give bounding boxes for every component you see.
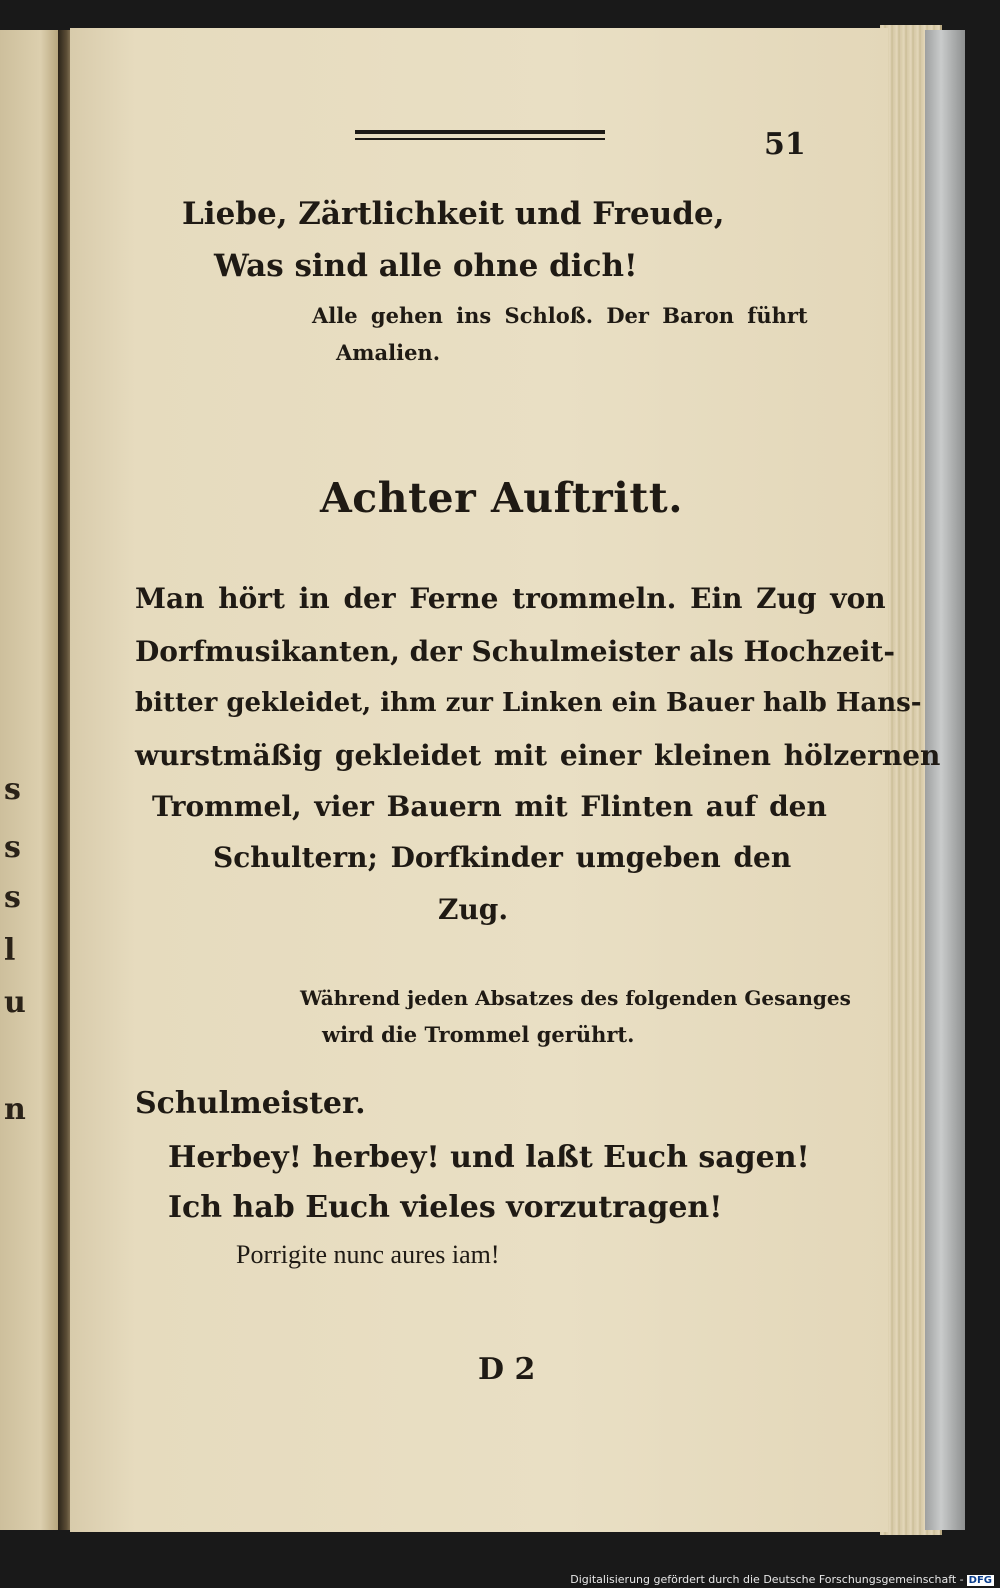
stage-direction-line: Während jeden Absatzes des folgenden Gesanges <box>300 986 851 1010</box>
stage-direction-line: wird die Trommel gerührt. <box>322 1022 635 1047</box>
left-page-letter: s <box>4 772 21 807</box>
verse-line: Was sind alle ohne dich! <box>214 248 638 284</box>
scene-description-line: Schultern; Dorfkinder umgeben den <box>213 841 792 874</box>
verse-line: Liebe, Zärtlichkeit und Freude, <box>182 196 725 232</box>
scene-description-line: wurstmäßig gekleidet mit einer kleinen hölzernen <box>135 739 941 772</box>
song-line: Herbey! herbey! und laßt Euch sagen! <box>168 1140 810 1175</box>
scan-board <box>925 30 965 1530</box>
stage-direction-line: Alle gehen ins Schloß. Der Baron führt <box>312 303 808 328</box>
left-page-letter: s <box>4 830 21 865</box>
dfg-logo: DFG <box>968 1575 992 1586</box>
digitization-footer <box>570 1573 994 1586</box>
latin-line: Porrigite nunc aures iam! <box>236 1240 500 1269</box>
speaker-name: Schulmeister. <box>135 1086 366 1121</box>
left-page-letter: s <box>4 880 21 915</box>
header-rule-bottom <box>355 138 605 140</box>
left-page-letter: u <box>4 985 26 1020</box>
left-page-letter: n <box>4 1092 26 1127</box>
footer-text: Digitalisierung gefördert durch die Deutsche Forschungsgemeinschaft - <box>570 1573 964 1586</box>
left-page-letter: l <box>4 933 16 968</box>
stage-direction-line: Amalien. <box>336 340 441 365</box>
song-line: Ich hab Euch vieles vorzutragen! <box>168 1190 723 1225</box>
page-number: 51 <box>764 127 806 162</box>
scene-heading: Achter Auftritt. <box>320 474 684 522</box>
header-rule-top <box>355 130 605 134</box>
scene-description-line: bitter gekleidet, ihm zur Linken ein Bauer halb Hans- <box>135 688 922 718</box>
scene-description-line: Man hört in der Ferne trommeln. Ein Zug von <box>135 582 886 615</box>
scene-description-line: Zug. <box>438 893 509 926</box>
signature-mark: D 2 <box>478 1352 536 1387</box>
left-page-fragment <box>0 30 58 1530</box>
scene-description-line: Dorfmusikanten, der Schulmeister als Hochzeit- <box>135 635 895 668</box>
scene-description-line: Trommel, vier Bauern mit Flinten auf den <box>152 790 827 823</box>
